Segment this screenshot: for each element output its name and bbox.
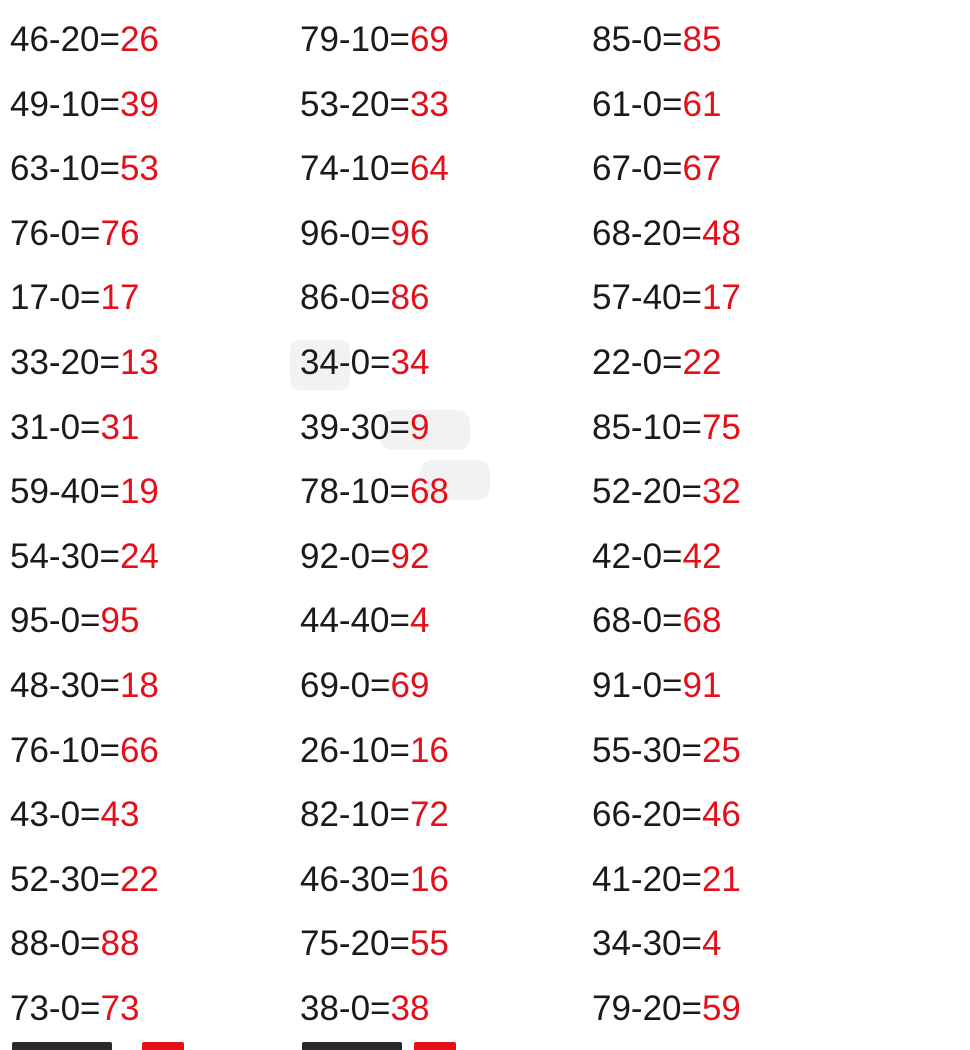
equation-row xyxy=(592,331,741,396)
equation-answer: 75 xyxy=(701,407,741,447)
equation-row xyxy=(300,73,449,138)
equation-answer: 38 xyxy=(390,988,430,1028)
equation-answer: 13 xyxy=(119,342,159,382)
equation-row xyxy=(300,137,449,202)
equation-answer: 46 xyxy=(701,795,741,835)
equation-answer: 85 xyxy=(682,20,722,59)
equation-row xyxy=(300,396,449,461)
equation-row xyxy=(592,396,741,461)
equation-row xyxy=(10,848,159,913)
equation-problem: 17-0= xyxy=(10,278,101,318)
equation-answer: 86 xyxy=(390,278,430,318)
equation-answer: 26 xyxy=(119,20,159,59)
equation-problem: 91-0= xyxy=(592,665,683,705)
equation-problem: 31-0= xyxy=(10,407,101,447)
equation-problem: 79-20= xyxy=(592,988,702,1028)
equation-problem: 75-20= xyxy=(300,924,410,964)
equation-answer: 92 xyxy=(390,536,430,576)
equation-answer: 55 xyxy=(409,924,449,964)
equation-problem: 46-20= xyxy=(10,20,120,59)
equation-problem: 67-0= xyxy=(592,149,683,189)
equation-answer: 72 xyxy=(409,795,449,835)
equation-row xyxy=(300,525,449,590)
equation-answer: 67 xyxy=(682,149,722,189)
equation-row xyxy=(10,525,159,590)
equation-row xyxy=(10,460,159,525)
equation-problem: 55-30= xyxy=(592,730,702,770)
equation-problem: 26-10= xyxy=(300,730,410,770)
equation-row xyxy=(300,654,449,719)
equation-answer: 24 xyxy=(119,536,159,576)
equation-row xyxy=(10,977,159,1042)
equation-answer: 76 xyxy=(100,213,140,253)
equation-answer: 4 xyxy=(701,924,722,964)
equation-answer: 16 xyxy=(409,859,449,899)
equation-answer: 16 xyxy=(409,730,449,770)
equation-problem: 85-10= xyxy=(592,407,702,447)
equation-row xyxy=(592,8,741,73)
equation-problem: 79-10= xyxy=(300,20,410,59)
equation-problem: 63-10= xyxy=(10,149,120,189)
equation-answer: 64 xyxy=(409,149,449,189)
equation-answer: 18 xyxy=(119,665,159,705)
equation-row xyxy=(592,977,741,1042)
equation-row xyxy=(10,8,159,73)
equation-answer: 34 xyxy=(390,342,430,382)
equation-answer: 22 xyxy=(682,342,722,382)
cropped-problem-fragment xyxy=(12,1042,112,1050)
equation-answer: 43 xyxy=(100,795,140,835)
equation-answer: 69 xyxy=(409,20,449,59)
equation-problem: 76-0= xyxy=(10,213,101,253)
equation-row xyxy=(592,848,741,913)
equation-row xyxy=(592,202,741,267)
equation-problem: 42-0= xyxy=(592,536,683,576)
equation-problem: 44-40= xyxy=(300,601,410,641)
equation-row xyxy=(300,266,449,331)
equation-answer: 73 xyxy=(100,988,140,1028)
equation-row xyxy=(300,783,449,848)
equation-answer: 4 xyxy=(409,601,430,641)
equation-row xyxy=(10,331,159,396)
equation-row xyxy=(592,73,741,138)
equation-answer: 32 xyxy=(701,472,741,512)
equation-problem: 82-10= xyxy=(300,795,410,835)
equation-row xyxy=(10,783,159,848)
equation-row xyxy=(592,654,741,719)
equation-answer: 21 xyxy=(701,859,741,899)
equation-row xyxy=(592,525,741,590)
equation-row xyxy=(10,912,159,977)
equation-answer: 68 xyxy=(682,601,722,641)
equation-answer: 39 xyxy=(119,84,159,124)
equation-problem: 52-20= xyxy=(592,472,702,512)
equation-answer: 69 xyxy=(390,665,430,705)
equation-row xyxy=(10,719,159,784)
equation-row xyxy=(300,719,449,784)
equation-problem: 43-0= xyxy=(10,795,101,835)
equation-problem: 38-0= xyxy=(300,988,391,1028)
equation-answer: 96 xyxy=(390,213,430,253)
equation-row xyxy=(10,73,159,138)
equation-answer: 19 xyxy=(119,472,159,512)
equation-problem: 92-0= xyxy=(300,536,391,576)
column-1 xyxy=(10,8,159,1042)
equation-row xyxy=(592,719,741,784)
equation-problem: 34-0= xyxy=(300,342,391,382)
equation-problem: 61-0= xyxy=(592,84,683,124)
cropped-problem-fragment xyxy=(302,1042,402,1050)
equation-answer: 22 xyxy=(119,859,159,899)
equation-row xyxy=(300,848,449,913)
equation-row xyxy=(300,460,449,525)
equation-problem: 88-0= xyxy=(10,924,101,964)
equation-answer: 61 xyxy=(682,84,722,124)
equation-problem: 95-0= xyxy=(10,601,101,641)
equation-answer: 9 xyxy=(409,407,430,447)
equation-problem: 78-10= xyxy=(300,472,410,512)
cropped-answer-fragment xyxy=(142,1042,184,1050)
equation-answer: 95 xyxy=(100,601,140,641)
equation-problem: 52-30= xyxy=(10,859,120,899)
equation-problem: 76-10= xyxy=(10,730,120,770)
equation-problem: 68-0= xyxy=(592,601,683,641)
equation-row xyxy=(592,137,741,202)
equation-answer: 53 xyxy=(119,149,159,189)
equation-answer: 25 xyxy=(701,730,741,770)
equation-problem: 53-20= xyxy=(300,84,410,124)
equation-problem: 39-30= xyxy=(300,407,410,447)
equation-problem: 69-0= xyxy=(300,665,391,705)
equation-problem: 74-10= xyxy=(300,149,410,189)
equation-answer: 88 xyxy=(100,924,140,964)
equation-row xyxy=(300,912,449,977)
equation-problem: 66-20= xyxy=(592,795,702,835)
equation-row xyxy=(10,396,159,461)
cropped-row-fragment xyxy=(0,1038,970,1050)
equation-row xyxy=(10,589,159,654)
equation-problem: 33-20= xyxy=(10,342,120,382)
equation-answer: 33 xyxy=(409,84,449,124)
equation-row xyxy=(592,460,741,525)
equation-row xyxy=(592,589,741,654)
equation-problem: 41-20= xyxy=(592,859,702,899)
equation-row xyxy=(592,912,741,977)
equation-answer: 59 xyxy=(701,988,741,1028)
equation-problem: 22-0= xyxy=(592,342,683,382)
equation-answer: 42 xyxy=(682,536,722,576)
equation-problem: 85-0= xyxy=(592,20,683,59)
column-3 xyxy=(592,8,741,1042)
equation-row xyxy=(10,266,159,331)
equation-row xyxy=(10,654,159,719)
equation-row xyxy=(592,783,741,848)
equation-problem: 68-20= xyxy=(592,213,702,253)
equation-answer: 66 xyxy=(119,730,159,770)
equation-row xyxy=(10,202,159,267)
equation-answer: 48 xyxy=(701,213,741,253)
equation-row xyxy=(10,137,159,202)
equation-problem: 73-0= xyxy=(10,988,101,1028)
equation-problem: 86-0= xyxy=(300,278,391,318)
equation-row xyxy=(300,977,449,1042)
equation-answer: 17 xyxy=(100,278,140,318)
equation-problem: 34-30= xyxy=(592,924,702,964)
equation-problem: 48-30= xyxy=(10,665,120,705)
column-2 xyxy=(300,8,449,1042)
equation-row xyxy=(592,266,741,331)
equation-row xyxy=(300,202,449,267)
equation-row xyxy=(300,589,449,654)
cropped-answer-fragment xyxy=(414,1042,456,1050)
equation-problem: 46-30= xyxy=(300,859,410,899)
equation-problem: 59-40= xyxy=(10,472,120,512)
equation-answer: 68 xyxy=(409,472,449,512)
equation-row xyxy=(300,331,449,396)
equation-problem: 49-10= xyxy=(10,84,120,124)
equation-row xyxy=(300,8,449,73)
equation-answer: 31 xyxy=(100,407,140,447)
equation-answer: 91 xyxy=(682,665,722,705)
equation-answer: 17 xyxy=(701,278,741,318)
equation-problem: 96-0= xyxy=(300,213,391,253)
equation-problem: 57-40= xyxy=(592,278,702,318)
equation-problem: 54-30= xyxy=(10,536,120,576)
